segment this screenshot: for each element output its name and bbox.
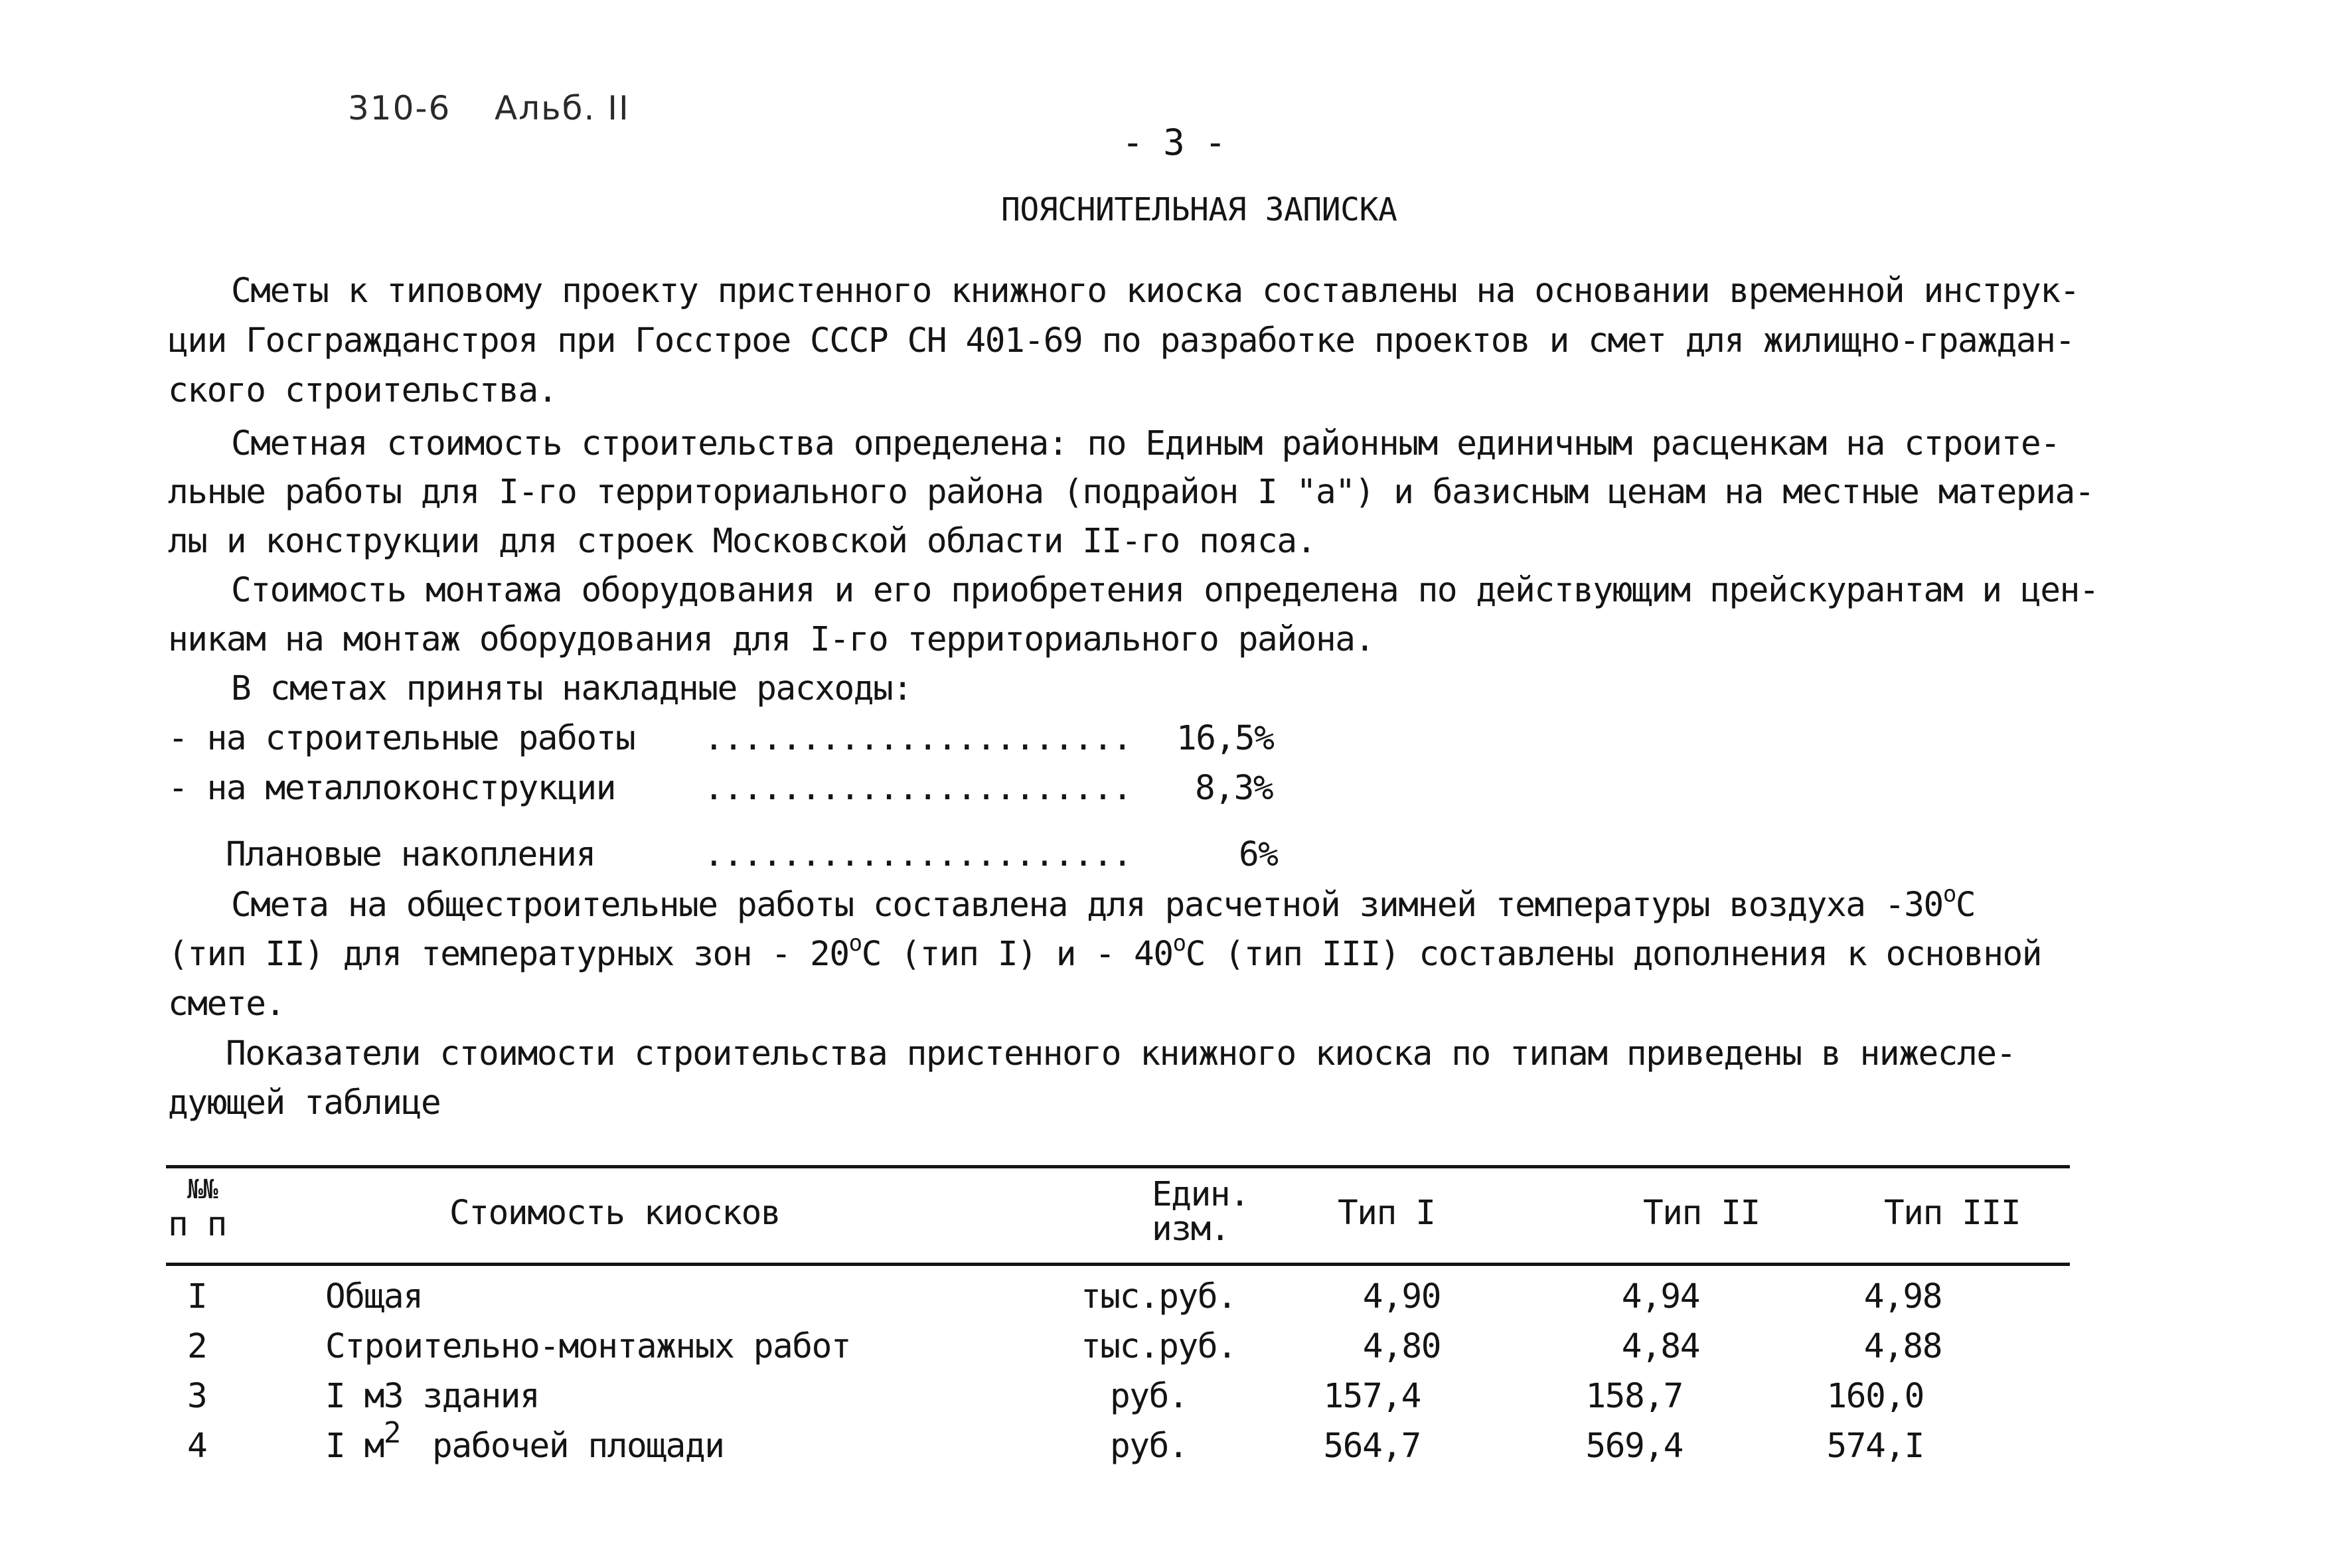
overhead-label: - на металлоконструкции <box>168 769 616 808</box>
table-cell-type-3: 4,88 <box>1863 1327 1942 1366</box>
header-type-3: Тип III <box>1884 1194 2021 1233</box>
table-cell-type-1: 4,80 <box>1362 1327 1441 1366</box>
document-code: 310-6 <box>348 89 451 127</box>
table-cell-unit: тыс.руб. <box>1081 1327 1237 1366</box>
document-title: ПОЯСНИТЕЛЬНАЯ ЗАПИСКА <box>1001 191 1397 228</box>
table-cell-unit: тыс.руб. <box>1081 1277 1237 1316</box>
paragraph-line: Смета на общестроительные работы составлена для расчетной зимней температуры воздуха -30$^o$С <box>231 881 1976 925</box>
table-cell-type-3: 4,98 <box>1863 1277 1942 1316</box>
header-type-1: Тип I <box>1338 1194 1435 1233</box>
paragraph-line: (тип II) для температурных зон - 20$^o$С (тип I) и - 40$^o$С (тип III) составлены дополнения к основной <box>168 930 2042 974</box>
table-cell-type-1: 4,90 <box>1362 1277 1441 1316</box>
table-cell-unit: руб. <box>1110 1377 1188 1416</box>
paragraph-line: льные работы для I-го территориального района (подрайон I "а") и базисным ценам на местные материа- <box>168 473 2094 512</box>
paragraph-line: никам на монтаж оборудования для I-го территориального района. <box>168 620 1374 659</box>
table-cell-name: Строительно-монтажных работ <box>325 1327 851 1366</box>
table-cell-type-3: 160,0 <box>1826 1377 1924 1416</box>
planned-savings-value: 6% <box>1239 835 1278 874</box>
table-header-rule <box>166 1263 2070 1266</box>
album-label: Альб. II <box>495 89 630 127</box>
header-num-bottom: п п <box>168 1205 226 1244</box>
table-cell-type-2: 569,4 <box>1585 1427 1683 1466</box>
table-cell-type-1: 564,7 <box>1323 1427 1421 1466</box>
leader-dots: ...................... <box>704 835 1132 874</box>
table-cell-num: 4 <box>187 1427 207 1466</box>
paragraph-line: Показатели стоимости строительства пристенного книжного киоска по типам приведены в нижесле- <box>226 1034 2016 1073</box>
paragraph-line: смете. <box>168 984 285 1024</box>
paragraph-line: Стоимость монтажа оборудования и его приобретения определена по действующим прейскурантам и цен- <box>231 571 2099 610</box>
table-cell-num: 2 <box>187 1327 207 1366</box>
paragraph-line: лы и конструкции для строек Московской области II-го пояса. <box>168 522 1316 561</box>
planned-savings-label: Плановые накопления <box>226 835 595 874</box>
header-unit-bottom: изм. <box>1152 1210 1230 1249</box>
table-cell-unit: руб. <box>1110 1427 1188 1466</box>
leader-dots: ...................... <box>704 719 1132 758</box>
paragraph-line: Сметная стоимость строительства определена: по Единым районным единичным расценкам на строите- <box>231 424 2060 463</box>
table-cell-name: I $м^2$ рабочей площади <box>325 1416 724 1466</box>
table-cell-type-2: 158,7 <box>1585 1377 1683 1416</box>
page-number: - 3 - <box>1122 121 1225 163</box>
header-num-top: №№ <box>187 1174 218 1205</box>
table-cell-type-3: 574,I <box>1826 1427 1924 1466</box>
table-cell-type-2: 4,94 <box>1621 1277 1699 1316</box>
header-unit-top: Един. <box>1152 1175 1249 1214</box>
leader-dots: ...................... <box>704 769 1132 808</box>
overhead-value: 8,3% <box>1195 769 1273 808</box>
overhead-label: - на строительные работы <box>168 719 635 758</box>
table-cell-name: I м3 здания <box>325 1377 540 1416</box>
overhead-intro: В сметах приняты накладные расходы: <box>231 669 912 708</box>
table-cell-num: 3 <box>187 1377 207 1416</box>
paragraph-line: дующей таблице <box>168 1083 441 1123</box>
paragraph-line: Сметы к типовому проекту пристенного книжного киоска составлены на основании временной инструк- <box>231 272 2079 311</box>
header-cost-name: Стоимость киосков <box>449 1194 781 1233</box>
overhead-value: 16,5% <box>1176 719 1274 758</box>
table-cell-num: I <box>187 1277 207 1316</box>
table-top-rule <box>166 1165 2070 1168</box>
table-cell-name: Общая <box>325 1277 423 1316</box>
header-type-2: Тип II <box>1643 1194 1760 1233</box>
paragraph-line: ского строительства. <box>168 371 558 410</box>
paragraph-line: ции Госгражданстроя при Госстрое СССР СН 401-69 по разработке проектов и смет для жилищно-граждан- <box>168 321 2075 360</box>
table-cell-type-1: 157,4 <box>1323 1377 1421 1416</box>
table-cell-type-2: 4,84 <box>1621 1327 1699 1366</box>
